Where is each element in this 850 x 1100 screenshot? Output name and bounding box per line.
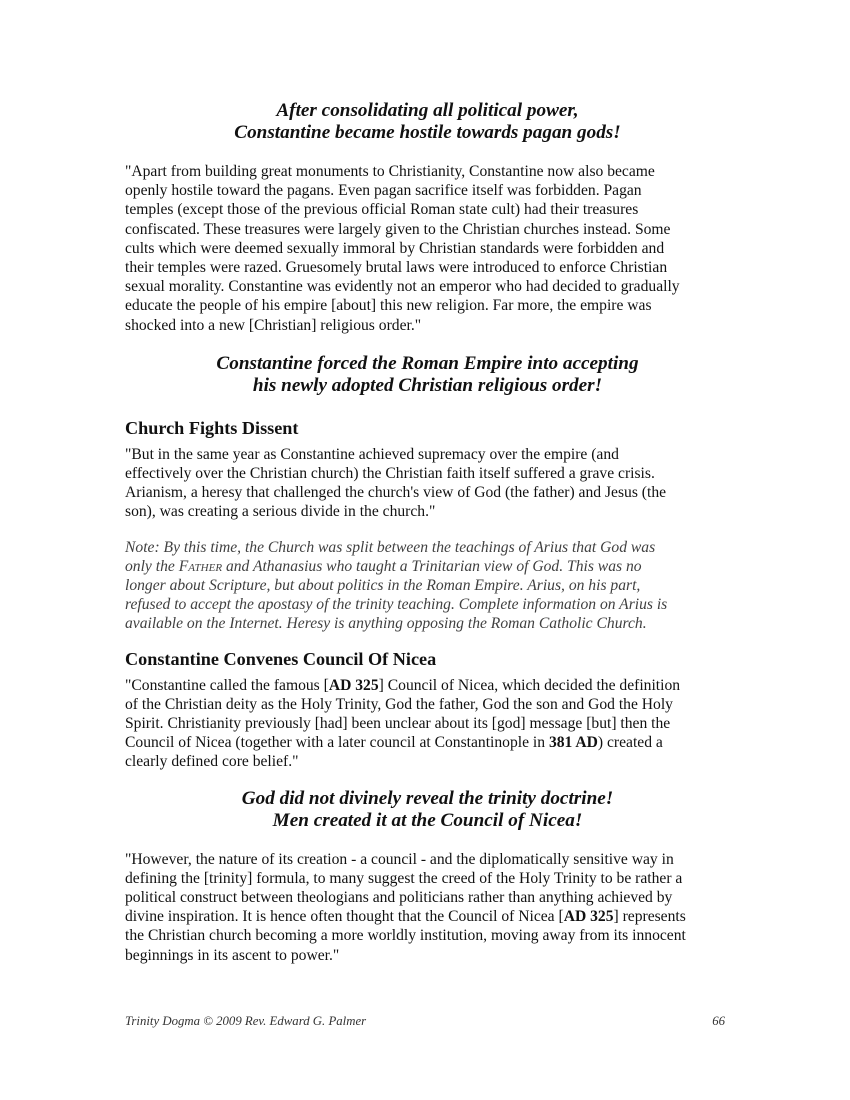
text-line: educate the people of his empire [about] this new religion. Far more, the empire was <box>125 297 652 315</box>
text-line <box>125 557 730 576</box>
text-fragment: ) created a <box>597 734 663 752</box>
page-footer <box>125 1014 725 1029</box>
text-line: openly hostile toward the pagans. Even pagan sacrifice itself was forbidden. Pagan <box>125 182 642 200</box>
text-line <box>125 907 730 926</box>
quote-paragraph-council <box>125 676 730 772</box>
text-line: political construct between theologians and politicians rather than anything achieved by <box>125 889 673 907</box>
text-line: the Christian church becoming a more worldly institution, moving away from its innocent <box>125 927 686 945</box>
text-line: cults which were deemed sexually immoral by Christian standards were forbidden and <box>125 239 665 257</box>
text-fragment: Council of Nicea (together with a later council at Constantinople in <box>125 734 549 752</box>
callout-hostile-to-pagans <box>125 100 730 144</box>
text-line: their temples were razed. Gruesomely brutal laws were introduced to enforce Christian <box>125 259 668 277</box>
callout-line: After consolidating all political power, <box>276 100 579 121</box>
callout-line: God did not divinely reveal the trinity doctrine! <box>241 787 614 809</box>
section-heading-church-fights-dissent: Church Fights Dissent <box>125 417 299 438</box>
text-line: of the Christian deity as the Holy Trinity, God the father, God the son and God the Holy <box>125 695 673 713</box>
text-fragment: and Athanasius who taught a Trinitarian view of God. This was no <box>222 557 642 575</box>
small-caps-father: Father <box>178 557 223 575</box>
text-line: "However, the nature of its creation - a council - and the diplomatically sensitive way in <box>125 850 674 868</box>
text-line: Note: By this time, the Church was split between the teachings of Arius that God was <box>125 538 656 556</box>
text-line: shocked into a new [Christian] religious order." <box>125 316 422 334</box>
callout-forced-religious-order <box>125 353 730 397</box>
text-fragment: ] represents <box>613 908 686 926</box>
bold-date: AD 325 <box>563 908 614 926</box>
bold-date: 381 AD <box>548 734 598 752</box>
page-number: 66 <box>712 1014 725 1028</box>
callout-line: Constantine forced the Roman Empire into accepting <box>216 352 639 374</box>
text-line: Spirit. Christianity previously [had] been unclear about its [god] message [but] then the <box>125 715 671 733</box>
text-line: clearly defined core belief." <box>125 753 299 771</box>
text-line: Arianism, a heresy that challenged the church's view of God (the father) and Jesus (the <box>125 484 667 502</box>
text-fragment: divine inspiration. It is hence often thought that the Council of Nicea [ <box>125 908 564 926</box>
text-fragment: ] Council of Nicea, which decided the definition <box>378 676 681 694</box>
text-line: beginnings in its ascent to power." <box>125 946 340 964</box>
section-heading-council-of-nicea: Constantine Convenes Council Of Nicea <box>125 648 437 669</box>
quote-paragraph-pagans <box>125 162 730 335</box>
text-line <box>125 733 730 752</box>
callout-men-created-trinity <box>125 788 730 832</box>
text-line: effectively over the Christian church) the Christian faith itself suffered a grave crisis. <box>125 465 655 483</box>
bold-date: AD 325 <box>328 676 379 694</box>
quote-paragraph-political-construct <box>125 850 730 965</box>
quote-paragraph-arianism <box>125 445 730 522</box>
callout-line: his newly adopted Christian religious order! <box>252 374 603 396</box>
text-line: "Apart from building great monuments to Christianity, Constantine now also became <box>125 163 655 180</box>
footer-copyright: Trinity Dogma © 2009 Rev. Edward G. Palmer <box>125 1014 367 1028</box>
text-fragment: "Constantine called the famous [ <box>125 676 329 694</box>
text-line: sexual morality. Constantine was evidently not an emperor who had decided to gradually <box>125 278 680 296</box>
text-line: temples (except those of the previous official Roman state cult) had their treasures <box>125 201 639 219</box>
callout-line: Constantine became hostile towards pagan gods! <box>234 122 621 143</box>
text-line: available on the Internet. Heresy is anything opposing the Roman Catholic Church. <box>125 615 647 633</box>
callout-line: Men created it at the Council of Nicea! <box>272 809 583 831</box>
text-fragment: only the <box>125 557 179 575</box>
text-line: longer about Scripture, but about politics in the Roman Empire. Arius, on his part, <box>125 577 641 595</box>
text-line: confiscated. These treasures were largely given to the Christian churches instead. Some <box>125 220 671 238</box>
note-paragraph <box>125 538 730 634</box>
text-line: "But in the same year as Constantine achieved supremacy over the empire (and <box>125 445 619 463</box>
text-line <box>125 676 730 695</box>
text-line: son), was creating a serious divide in the church." <box>125 503 436 521</box>
text-line: refused to accept the apostasy of the trinity teaching. Complete information on Arius is <box>125 596 668 614</box>
text-line: defining the [trinity] formula, to many suggest the creed of the Holy Trinity to be rather a <box>125 869 683 887</box>
document-page <box>125 100 730 965</box>
